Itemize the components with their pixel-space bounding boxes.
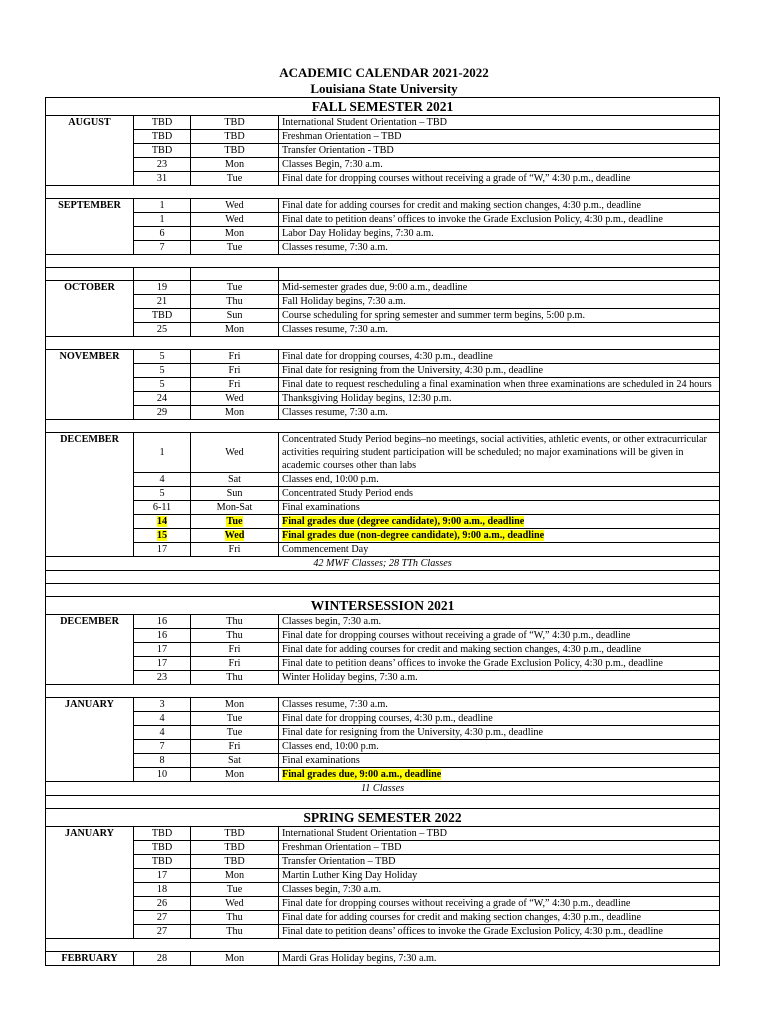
table-row [46, 172, 720, 186]
date-cell: 23 [134, 671, 191, 685]
day-cell: TBD [191, 116, 279, 130]
day-cell: Mon-Sat [191, 501, 279, 515]
table-row [46, 629, 720, 643]
section-title-fall: FALL SEMESTER 2021 [46, 98, 720, 116]
day-cell: Mon [191, 158, 279, 172]
table-row [46, 281, 720, 295]
document-title: ACADEMIC CALENDAR 2021-2022 [279, 65, 489, 80]
document-subtitle: Louisiana State University [310, 81, 458, 96]
event-cell: Final examinations [279, 754, 720, 768]
day-cell: TBD [191, 841, 279, 855]
spacer-row [46, 796, 720, 809]
date-cell: 17 [134, 543, 191, 557]
event-cell: Final date for resigning from the University, 4:30 p.m., deadline [279, 364, 720, 378]
day-cell: Tue [191, 172, 279, 186]
event-cell: Thanksgiving Holiday begins, 12:30 p.m. [279, 392, 720, 406]
date-cell: 29 [134, 406, 191, 420]
month-label: FEBRUARY [46, 952, 134, 966]
month-label: SEPTEMBER [46, 199, 134, 255]
table-row [46, 130, 720, 144]
table-row [46, 364, 720, 378]
table-row [46, 433, 720, 473]
date-cell: 1 [134, 199, 191, 213]
date-cell: 19 [134, 281, 191, 295]
spacer-row [46, 420, 720, 433]
day-cell: Fri [191, 543, 279, 557]
date-cell: 27 [134, 911, 191, 925]
event-cell: Freshman Orientation – TBD [279, 130, 720, 144]
event-cell: Transfer Orientation - TBD [279, 144, 720, 158]
table-row [46, 144, 720, 158]
date-cell: 25 [134, 323, 191, 337]
event-cell: Freshman Orientation – TBD [279, 841, 720, 855]
event-cell: Final grades due (degree candidate), 9:00 a.m., deadline [282, 516, 525, 527]
event-cell: Classes Begin, 7:30 a.m. [279, 158, 720, 172]
event-cell: Transfer Orientation – TBD [279, 855, 720, 869]
date-cell: TBD [134, 116, 191, 130]
month-label: NOVEMBER [46, 350, 134, 420]
spacer-row [46, 268, 720, 281]
table-row [46, 116, 720, 130]
date-cell: 8 [134, 754, 191, 768]
day-cell: Wed [191, 433, 279, 473]
date-cell: 27 [134, 925, 191, 939]
day-cell: Tue [191, 241, 279, 255]
table-row-highlighted [46, 515, 720, 529]
day-cell: Mon [191, 952, 279, 966]
event-cell: Classes resume, 7:30 a.m. [279, 406, 720, 420]
date-cell: 1 [134, 433, 191, 473]
table-row [46, 643, 720, 657]
spacer-row [46, 685, 720, 698]
date-cell: 15 [156, 530, 168, 541]
day-cell: Mon [191, 323, 279, 337]
date-cell: 10 [134, 768, 191, 782]
table-row [46, 473, 720, 487]
day-cell: Wed [191, 897, 279, 911]
date-cell: 21 [134, 295, 191, 309]
event-cell: Commencement Day [279, 543, 720, 557]
table-row [46, 227, 720, 241]
day-cell: Mon [191, 768, 279, 782]
table-row [46, 897, 720, 911]
event-cell: Course scheduling for spring semester and summer term begins, 5:00 p.m. [279, 309, 720, 323]
month-label: DECEMBER [46, 433, 134, 557]
date-cell: 17 [134, 657, 191, 671]
table-row [46, 911, 720, 925]
event-cell: Final date to request rescheduling a final examination when three examinations are scheduled in 24 hours [279, 378, 720, 392]
day-cell: TBD [191, 130, 279, 144]
day-cell: Fri [191, 643, 279, 657]
event-cell: Final date for dropping courses without receiving a grade of “W,” 4:30 p.m., deadline [279, 897, 720, 911]
day-cell: Sat [191, 473, 279, 487]
table-row [46, 754, 720, 768]
date-cell: 23 [134, 158, 191, 172]
day-cell: TBD [191, 827, 279, 841]
section-title-spring: SPRING SEMESTER 2022 [46, 809, 720, 827]
date-cell: 3 [134, 698, 191, 712]
table-row [46, 199, 720, 213]
day-cell: Wed [224, 530, 245, 541]
table-row [46, 392, 720, 406]
date-cell: 16 [134, 629, 191, 643]
spacer-row [46, 939, 720, 952]
table-row [46, 952, 720, 966]
event-cell: International Student Orientation – TBD [279, 116, 720, 130]
day-cell: Thu [191, 629, 279, 643]
date-cell: TBD [134, 855, 191, 869]
day-cell: Fri [191, 378, 279, 392]
date-cell: 17 [134, 869, 191, 883]
day-cell: Wed [191, 392, 279, 406]
event-cell: Final date for adding courses for credit and making section changes, 4:30 p.m., deadline [279, 199, 720, 213]
day-cell: Thu [191, 925, 279, 939]
day-cell: Tue [191, 712, 279, 726]
date-cell: 14 [156, 516, 168, 527]
date-cell: 4 [134, 726, 191, 740]
date-cell: 7 [134, 740, 191, 754]
table-row [46, 158, 720, 172]
date-cell: TBD [134, 827, 191, 841]
date-cell: 31 [134, 172, 191, 186]
event-cell: Final date for dropping courses, 4:30 p.m., deadline [279, 712, 720, 726]
event-cell: International Student Orientation – TBD [279, 827, 720, 841]
date-cell: 4 [134, 712, 191, 726]
date-cell: 6 [134, 227, 191, 241]
event-cell: Classes end, 10:00 p.m. [279, 473, 720, 487]
table-row [46, 406, 720, 420]
table-row [46, 712, 720, 726]
month-label: JANUARY [46, 827, 134, 939]
event-cell: Final date for dropping courses, 4:30 p.m., deadline [279, 350, 720, 364]
event-cell: Final date for resigning from the University, 4:30 p.m., deadline [279, 726, 720, 740]
day-cell: Tue [191, 726, 279, 740]
day-cell: Sun [191, 487, 279, 501]
table-row-highlighted [46, 529, 720, 543]
section-title-wintersession: WINTERSESSION 2021 [46, 597, 720, 615]
event-cell: Final date to petition deans’ offices to invoke the Grade Exclusion Policy, 4:30 p.m., deadline [279, 925, 720, 939]
event-cell: Concentrated Study Period begins–no meetings, social activities, athletic events, or other extracurricular activities requiring student participation will be scheduled; no major examinations will be given in academic courses other than labs [279, 433, 720, 473]
event-cell: Classes end, 10:00 p.m. [279, 740, 720, 754]
day-cell: Thu [191, 671, 279, 685]
day-cell: Fri [191, 657, 279, 671]
event-cell: Classes resume, 7:30 a.m. [279, 241, 720, 255]
date-cell: 18 [134, 883, 191, 897]
day-cell: Wed [191, 199, 279, 213]
date-cell: TBD [134, 130, 191, 144]
day-cell: TBD [191, 855, 279, 869]
date-cell: TBD [134, 841, 191, 855]
month-label: DECEMBER [46, 615, 134, 685]
day-cell: Fri [191, 364, 279, 378]
table-row [46, 841, 720, 855]
event-cell: Classes begin, 7:30 a.m. [279, 615, 720, 629]
table-row [46, 671, 720, 685]
event-cell: Labor Day Holiday begins, 7:30 a.m. [279, 227, 720, 241]
day-cell: Thu [191, 911, 279, 925]
date-cell: TBD [134, 144, 191, 158]
event-cell: Classes resume, 7:30 a.m. [279, 698, 720, 712]
day-cell: Mon [191, 869, 279, 883]
event-cell: Fall Holiday begins, 7:30 a.m. [279, 295, 720, 309]
event-cell: Final date for dropping courses without receiving a grade of “W,” 4:30 p.m., deadline [279, 172, 720, 186]
date-cell: 7 [134, 241, 191, 255]
class-count-total: 11 Classes [46, 782, 720, 796]
event-cell: Final date for dropping courses without receiving a grade of “W,” 4:30 p.m., deadline [279, 629, 720, 643]
table-row [46, 657, 720, 671]
day-cell: Mon [191, 406, 279, 420]
day-cell: Sun [191, 309, 279, 323]
table-row [46, 726, 720, 740]
spacer-row [46, 337, 720, 350]
day-cell: Thu [191, 615, 279, 629]
day-cell: TBD [191, 144, 279, 158]
table-row [46, 241, 720, 255]
date-cell: 5 [134, 487, 191, 501]
table-row [46, 295, 720, 309]
date-cell: 28 [134, 952, 191, 966]
date-cell: 1 [134, 213, 191, 227]
table-row-highlighted [46, 768, 720, 782]
table-row [46, 925, 720, 939]
event-cell: Final date to petition deans’ offices to invoke the Grade Exclusion Policy, 4:30 p.m., deadline [279, 213, 720, 227]
day-cell: Wed [191, 213, 279, 227]
event-cell: Classes resume, 7:30 a.m. [279, 323, 720, 337]
event-cell: Mardi Gras Holiday begins, 7:30 a.m. [279, 952, 720, 966]
day-cell: Fri [191, 740, 279, 754]
event-cell: Final date for adding courses for credit and making section changes, 4:30 p.m., deadline [279, 911, 720, 925]
table-row [46, 827, 720, 841]
day-cell: Tue [226, 516, 243, 527]
day-cell: Tue [191, 883, 279, 897]
table-row [46, 615, 720, 629]
table-row [46, 543, 720, 557]
table-row [46, 883, 720, 897]
event-cell: Mid-semester grades due, 9:00 a.m., deadline [279, 281, 720, 295]
day-cell: Mon [191, 227, 279, 241]
calendar-table [45, 97, 720, 966]
event-cell: Final grades due (non-degree candidate), 9:00 a.m., deadline [282, 530, 545, 541]
month-label: AUGUST [46, 116, 134, 186]
spacer-row [46, 255, 720, 268]
table-row [46, 378, 720, 392]
date-cell: 6-11 [134, 501, 191, 515]
event-cell: Final examinations [279, 501, 720, 515]
table-row [46, 855, 720, 869]
month-label: OCTOBER [46, 281, 134, 337]
date-cell: 26 [134, 897, 191, 911]
date-cell: 5 [134, 364, 191, 378]
day-cell: Sat [191, 754, 279, 768]
day-cell: Tue [191, 281, 279, 295]
date-cell: 24 [134, 392, 191, 406]
event-cell: Final date to petition deans’ offices to invoke the Grade Exclusion Policy, 4:30 p.m., deadline [279, 657, 720, 671]
date-cell: 4 [134, 473, 191, 487]
date-cell: 16 [134, 615, 191, 629]
day-cell: Thu [191, 295, 279, 309]
event-cell: Final date for adding courses for credit and making section changes, 4:30 p.m., deadline [279, 643, 720, 657]
event-cell: Final grades due, 9:00 a.m., deadline [282, 769, 442, 780]
table-row [46, 740, 720, 754]
spacer-row [46, 584, 720, 597]
spacer-row [46, 186, 720, 199]
table-row [46, 350, 720, 364]
table-row [46, 501, 720, 515]
table-row [46, 869, 720, 883]
table-row [46, 323, 720, 337]
table-row [46, 309, 720, 323]
event-cell: Classes begin, 7:30 a.m. [279, 883, 720, 897]
table-row [46, 213, 720, 227]
date-cell: TBD [134, 309, 191, 323]
month-label: JANUARY [46, 698, 134, 782]
event-cell: Winter Holiday begins, 7:30 a.m. [279, 671, 720, 685]
table-row [46, 698, 720, 712]
class-count-total: 42 MWF Classes; 28 TTh Classes [46, 557, 720, 571]
day-cell: Fri [191, 350, 279, 364]
date-cell: 5 [134, 378, 191, 392]
day-cell: Mon [191, 698, 279, 712]
date-cell: 5 [134, 350, 191, 364]
spacer-row [46, 571, 720, 584]
date-cell: 17 [134, 643, 191, 657]
event-cell: Concentrated Study Period ends [279, 487, 720, 501]
event-cell: Martin Luther King Day Holiday [279, 869, 720, 883]
table-row [46, 487, 720, 501]
